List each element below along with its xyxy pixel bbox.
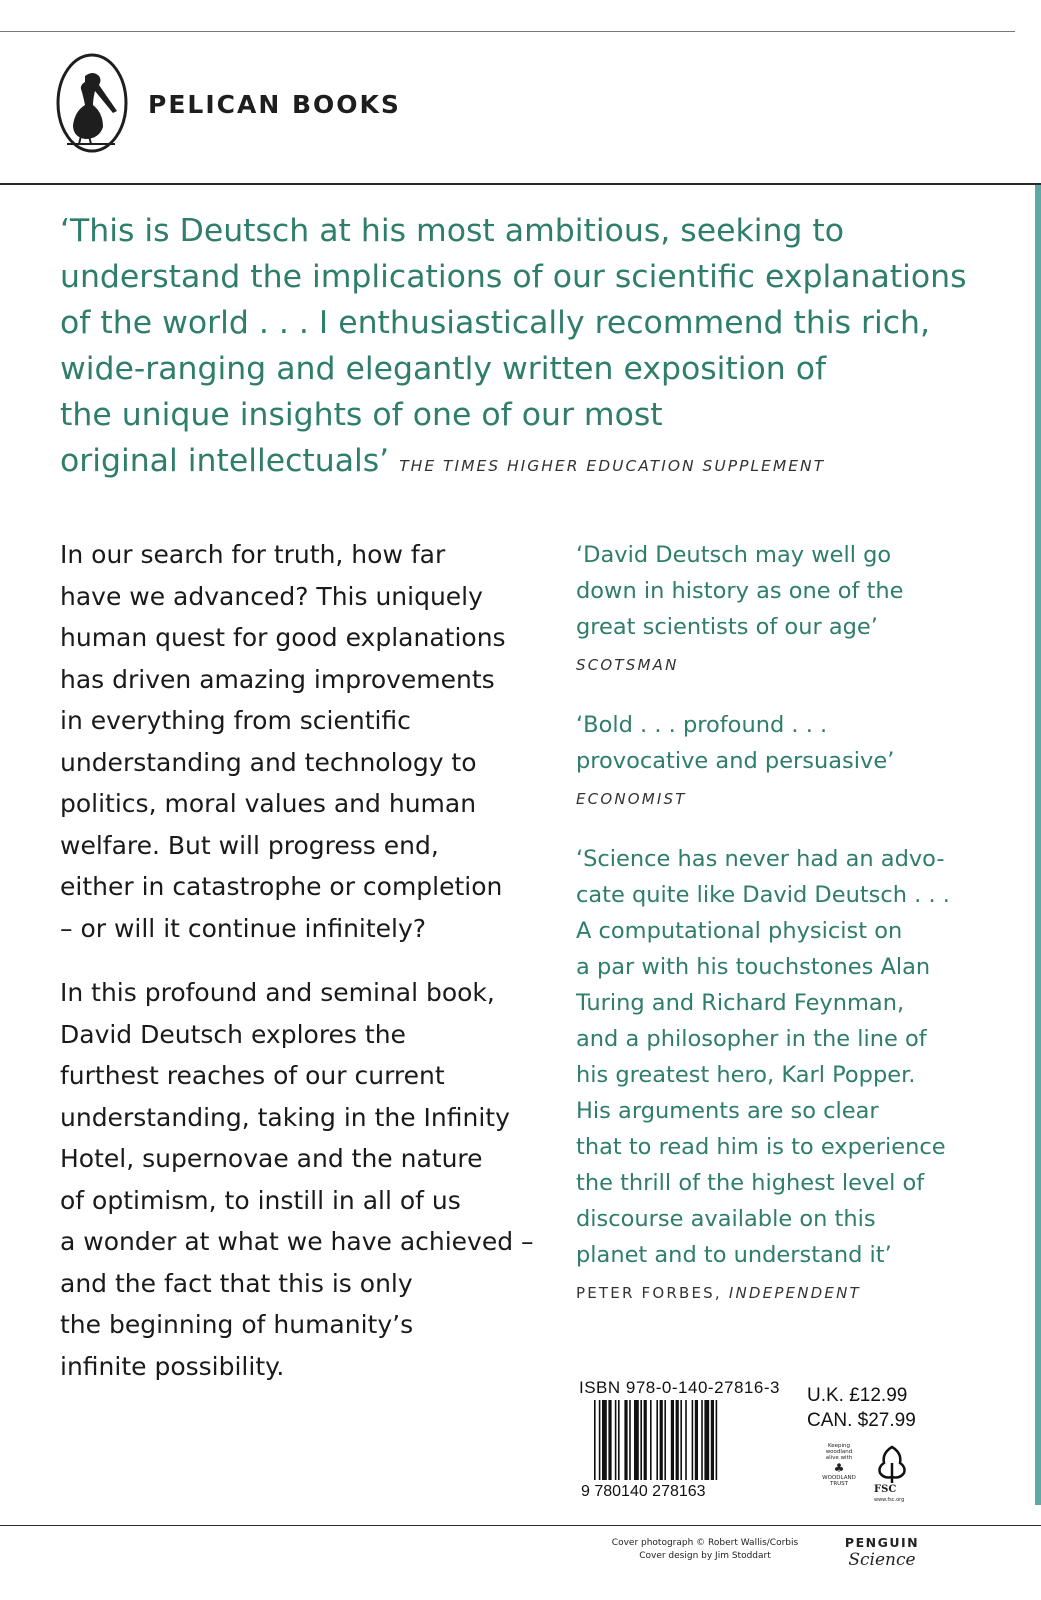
description-line: politics, moral values and human xyxy=(60,789,477,818)
woodland-line: WOODLAND xyxy=(822,1475,856,1481)
description-line: human quest for good explanations xyxy=(60,623,506,652)
barcode-bar xyxy=(594,1400,596,1492)
barcode-bar xyxy=(685,1400,687,1492)
description-line: David Deutsch explores the xyxy=(60,1019,406,1049)
barcode-bar xyxy=(664,1400,666,1492)
blurb-source xyxy=(576,1281,996,1305)
barcode-bar xyxy=(660,1400,663,1492)
description-line: in everything from scientific xyxy=(60,706,411,735)
woodland-trust-badge xyxy=(815,1443,863,1487)
barcode-bar xyxy=(701,1400,703,1492)
pelican-logo-icon xyxy=(55,52,129,154)
quote-line: wide-ranging and elegantly written exposition of xyxy=(60,351,827,387)
description-line: Hotel, supernovae and the nature xyxy=(60,1144,483,1173)
description-line: have we advanced? This uniquely xyxy=(60,581,483,611)
design-credit: Cover design by Jim Stoddart xyxy=(639,1551,771,1561)
description-line: the beginning of humanity’s xyxy=(60,1310,414,1339)
barcode-bar xyxy=(629,1400,631,1492)
blurb-line: the thrill of the highest level of xyxy=(576,1170,925,1196)
blurb-line: cate quite like David Deutsch . . . xyxy=(576,882,950,908)
top-rule xyxy=(0,31,1015,32)
barcode-bar xyxy=(608,1400,611,1492)
isbn-label: ISBN 978-0-140-27816-3 xyxy=(579,1378,780,1397)
imprint-publisher: PENGUIN xyxy=(844,1535,920,1550)
description-line: a wonder at what we have achieved – xyxy=(60,1227,534,1256)
blurb-line: His arguments are so clear xyxy=(576,1098,879,1124)
barcode-bar xyxy=(650,1400,652,1492)
quote-source: THE TIMES HIGHER EDUCATION SUPPLEMENT xyxy=(399,457,826,475)
woodland-line: alive with xyxy=(825,1455,853,1461)
penguin-science-imprint xyxy=(832,1535,932,1570)
woodland-line: Keeping xyxy=(827,1443,851,1449)
blurb-line: that to read him is to experience xyxy=(576,1134,946,1160)
blurb-line: planet and to understand it’ xyxy=(576,1242,892,1268)
publisher-brand: PELICAN BOOKS xyxy=(148,90,401,119)
review-blurbs xyxy=(576,537,996,1305)
barcode-bar xyxy=(644,1400,647,1492)
blurb-source-publication: INDEPENDENT xyxy=(728,1284,861,1302)
blurb-line: discourse available on this xyxy=(576,1206,876,1232)
blurb-line: his greatest hero, Karl Popper. xyxy=(576,1062,916,1088)
footer-rule xyxy=(0,1525,1041,1526)
quote-line: original intellectuals’ xyxy=(60,443,390,479)
cover-credits xyxy=(575,1537,835,1563)
description-line: either in catastrophe or completion xyxy=(60,872,503,901)
barcode-bar xyxy=(634,1400,639,1492)
photo-credit: Cover photograph © Robert Wallis/Corbis xyxy=(611,1538,799,1548)
barcode-bar xyxy=(716,1400,718,1492)
cover-edge-stripe xyxy=(1035,185,1041,1505)
blurb-source: ECONOMIST xyxy=(576,790,687,808)
quote-line: understand the implications of our scientific explanations xyxy=(60,259,967,295)
quote-line: the unique insights of one of our most xyxy=(60,397,663,433)
barcode-digits: 9 780140 278163 xyxy=(581,1483,706,1500)
blurb-line: great scientists of our age’ xyxy=(576,614,878,640)
fsc-label: FSC xyxy=(874,1484,897,1495)
description-line: understanding and technology to xyxy=(60,747,477,777)
blurb-line: and a philosopher in the line of xyxy=(576,1026,927,1052)
description-line: and the fact that this is only xyxy=(60,1268,413,1298)
barcode-bar xyxy=(704,1400,709,1492)
book-description xyxy=(60,534,540,1387)
woodland-line: TRUST xyxy=(829,1481,849,1487)
barcode-bar xyxy=(618,1400,620,1492)
blurb-economist xyxy=(576,707,996,811)
description-line: In this profound and seminal book, xyxy=(60,978,495,1007)
description-line: has driven amazing improvements xyxy=(60,664,495,694)
blurb-line: Turing and Richard Feynman, xyxy=(576,990,905,1016)
blurb-line: down in history as one of the xyxy=(576,578,904,604)
barcode-bar xyxy=(711,1400,714,1492)
blurb-source-name: PETER FORBES, xyxy=(576,1284,729,1302)
price-uk: U.K. £12.99 xyxy=(807,1385,908,1406)
blurb-line: a par with his touchstones Alan xyxy=(576,954,931,980)
barcode-bar xyxy=(680,1400,682,1492)
barcode-bar xyxy=(615,1400,617,1492)
barcode-icon xyxy=(580,1400,785,1500)
imprint-series: Science xyxy=(848,1550,916,1570)
description-line: furthest reaches of our current xyxy=(60,1061,445,1090)
barcode-bar xyxy=(599,1400,601,1492)
price-can: CAN. $27.99 xyxy=(807,1410,916,1431)
barcode-bar xyxy=(624,1400,627,1492)
main-review-quote xyxy=(60,208,990,489)
barcode-bar xyxy=(640,1400,642,1492)
barcode-bar xyxy=(692,1400,694,1492)
barcode-bar xyxy=(656,1400,658,1492)
barcode-bar xyxy=(676,1400,679,1492)
price-block xyxy=(807,1383,916,1433)
blurb-line: A computational physicist on xyxy=(576,918,903,944)
fsc-url: www.fsc.org xyxy=(874,1497,905,1503)
barcode-bar xyxy=(671,1400,674,1492)
blurb-line: ‘Science has never had an advo- xyxy=(576,846,945,872)
blurb-line: ‘Bold . . . profound . . . xyxy=(576,712,828,738)
blurb-line: provocative and persuasive’ xyxy=(576,748,895,774)
description-paragraph xyxy=(60,534,540,949)
woodland-line: woodland xyxy=(825,1449,853,1455)
description-line: In our search for truth, how far xyxy=(60,540,446,569)
description-line: understanding, taking in the Infinity xyxy=(60,1102,510,1132)
description-line: welfare. But will progress end, xyxy=(60,830,439,860)
header-rule xyxy=(0,183,1041,185)
blurb-line: ‘David Deutsch may well go xyxy=(576,542,892,568)
blurb-independent xyxy=(576,841,996,1305)
barcode-bar xyxy=(695,1400,698,1492)
tree-icon: ♣ xyxy=(833,1461,845,1475)
description-paragraph xyxy=(60,972,540,1387)
description-line: – or will it continue infinitely? xyxy=(60,913,427,943)
quote-line: ‘This is Deutsch at his most ambitious, seeking to xyxy=(60,213,845,249)
quote-line: of the world . . . I enthusiastically recommend this rich, xyxy=(60,305,931,341)
blurb-scotsman xyxy=(576,537,996,677)
description-line: of optimism, to instill in all of us xyxy=(60,1185,461,1215)
barcode-bar xyxy=(602,1400,607,1492)
blurb-source: SCOTSMAN xyxy=(576,656,679,674)
description-line: infinite possibility. xyxy=(60,1351,285,1381)
